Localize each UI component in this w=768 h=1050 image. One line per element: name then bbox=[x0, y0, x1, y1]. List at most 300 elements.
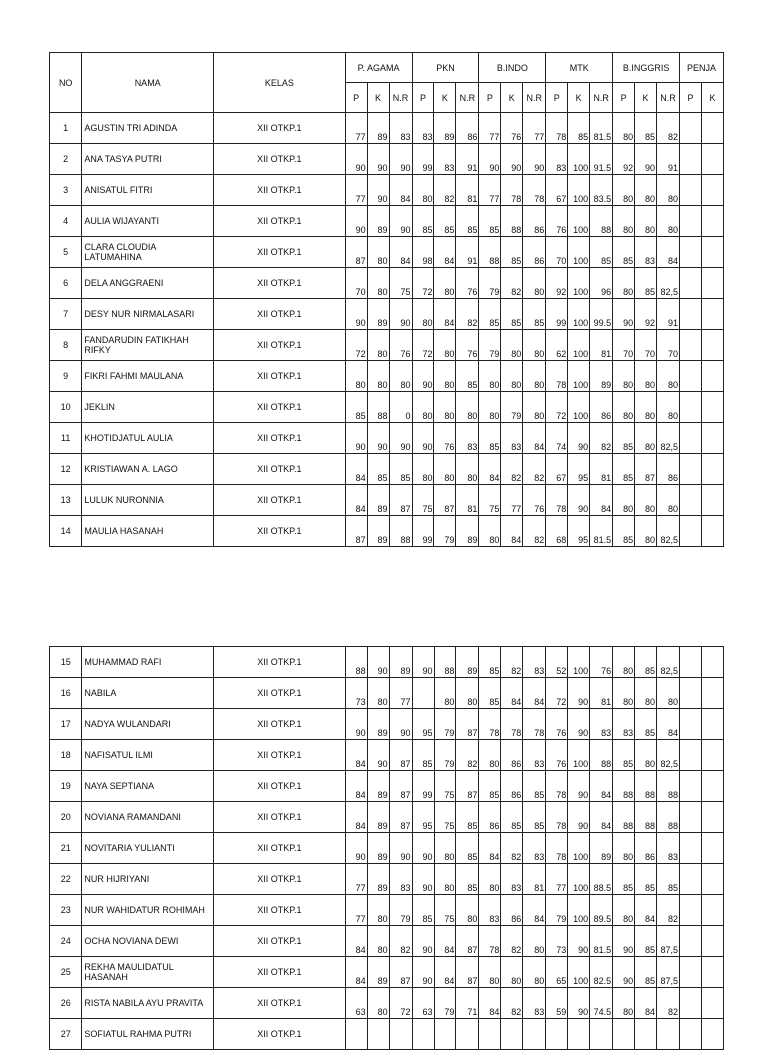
score-cell: 100 bbox=[568, 268, 590, 299]
score-cell: 80 bbox=[501, 330, 523, 361]
score-cell bbox=[680, 454, 702, 485]
score-cell: 75 bbox=[434, 771, 456, 802]
score-cell: 85 bbox=[412, 740, 434, 771]
table-row bbox=[50, 268, 724, 299]
score-cell: 83 bbox=[412, 113, 434, 144]
table-row bbox=[50, 392, 724, 423]
score-cell bbox=[680, 647, 702, 678]
score-cell: 82 bbox=[434, 175, 456, 206]
score-subheader: P bbox=[479, 83, 501, 113]
score-cell: 84 bbox=[434, 957, 456, 988]
score-cell: 86 bbox=[501, 895, 523, 926]
row-number: 27 bbox=[50, 1019, 82, 1050]
score-cell: 84 bbox=[479, 833, 501, 864]
student-name: NADYA WULANDARI bbox=[82, 709, 214, 740]
score-cell: 72 bbox=[546, 392, 568, 423]
score-cell: 100 bbox=[568, 144, 590, 175]
score-cell: 89 bbox=[367, 485, 389, 516]
student-name: SOFIATUL RAHMA PUTRI bbox=[82, 1019, 214, 1050]
student-class: XII OTKP.1 bbox=[214, 113, 346, 144]
score-cell bbox=[701, 647, 723, 678]
score-cell bbox=[680, 678, 702, 709]
score-cell: 82,5 bbox=[657, 268, 680, 299]
score-cell: 80 bbox=[635, 516, 657, 547]
score-cell: 84 bbox=[345, 740, 367, 771]
score-cell: 83 bbox=[389, 864, 412, 895]
score-cell bbox=[701, 988, 723, 1019]
score-cell: 85 bbox=[345, 392, 367, 423]
score-cell: 84 bbox=[434, 299, 456, 330]
row-number: 5 bbox=[50, 237, 82, 268]
score-cell: 88 bbox=[613, 802, 635, 833]
score-cell: 89 bbox=[367, 206, 389, 237]
score-cell: 80 bbox=[456, 392, 479, 423]
score-cell: 88.5 bbox=[590, 864, 613, 895]
score-cell: 98 bbox=[412, 237, 434, 268]
student-name: NAYA SEPTIANA bbox=[82, 771, 214, 802]
student-class: XII OTKP.1 bbox=[214, 802, 346, 833]
score-cell bbox=[680, 802, 702, 833]
score-cell: 80 bbox=[412, 454, 434, 485]
score-cell: 78 bbox=[501, 175, 523, 206]
row-number: 25 bbox=[50, 957, 82, 988]
score-cell: 89 bbox=[590, 833, 613, 864]
student-class: XII OTKP.1 bbox=[214, 330, 346, 361]
score-cell: 79 bbox=[434, 709, 456, 740]
score-cell: 87 bbox=[635, 454, 657, 485]
subject-header: B.INDO bbox=[479, 53, 546, 83]
score-cell: 80 bbox=[434, 268, 456, 299]
score-cell: 88 bbox=[479, 237, 501, 268]
score-cell bbox=[701, 175, 723, 206]
score-cell: 90 bbox=[367, 423, 389, 454]
score-cell: 83 bbox=[590, 709, 613, 740]
score-cell: 87,5 bbox=[657, 957, 680, 988]
score-cell: 92 bbox=[613, 144, 635, 175]
score-cell: 84 bbox=[345, 926, 367, 957]
score-cell: 85 bbox=[635, 113, 657, 144]
score-subheader: K bbox=[635, 83, 657, 113]
score-cell bbox=[701, 740, 723, 771]
score-cell: 80 bbox=[613, 361, 635, 392]
score-cell bbox=[701, 709, 723, 740]
row-number: 16 bbox=[50, 678, 82, 709]
score-cell: 80 bbox=[657, 361, 680, 392]
score-cell bbox=[701, 678, 723, 709]
score-cell: 85 bbox=[635, 709, 657, 740]
score-cell: 100 bbox=[568, 833, 590, 864]
score-cell: 76 bbox=[456, 330, 479, 361]
subject-header: B.INGGRIS bbox=[613, 53, 680, 83]
score-cell: 77 bbox=[345, 175, 367, 206]
score-cell: 78 bbox=[546, 485, 568, 516]
score-cell bbox=[613, 1019, 635, 1050]
score-cell: 80 bbox=[635, 361, 657, 392]
score-cell bbox=[701, 833, 723, 864]
score-cell: 75 bbox=[389, 268, 412, 299]
score-cell: 87 bbox=[345, 237, 367, 268]
student-name: LULUK NURONNIA bbox=[82, 485, 214, 516]
score-cell: 90 bbox=[389, 206, 412, 237]
score-cell bbox=[412, 678, 434, 709]
score-cell: 80 bbox=[367, 268, 389, 299]
score-cell: 89 bbox=[590, 361, 613, 392]
score-cell: 77 bbox=[479, 113, 501, 144]
score-cell: 84 bbox=[434, 237, 456, 268]
score-cell: 90 bbox=[367, 647, 389, 678]
score-cell: 89 bbox=[367, 833, 389, 864]
score-cell bbox=[367, 1019, 389, 1050]
score-cell: 67 bbox=[546, 175, 568, 206]
student-name: DELA ANGGRAENI bbox=[82, 268, 214, 299]
student-class: XII OTKP.1 bbox=[214, 678, 346, 709]
student-name: ANA TASYA PUTRI bbox=[82, 144, 214, 175]
score-cell: 80 bbox=[523, 392, 546, 423]
score-cell bbox=[701, 1019, 723, 1050]
score-cell: 84 bbox=[523, 678, 546, 709]
score-subheader: K bbox=[568, 83, 590, 113]
score-cell: 83 bbox=[501, 423, 523, 454]
row-number: 12 bbox=[50, 454, 82, 485]
score-cell: 95 bbox=[412, 709, 434, 740]
score-cell: 82 bbox=[389, 926, 412, 957]
student-class: XII OTKP.1 bbox=[214, 237, 346, 268]
score-cell: 77 bbox=[345, 113, 367, 144]
score-cell: 84 bbox=[657, 709, 680, 740]
row-number: 15 bbox=[50, 647, 82, 678]
score-cell bbox=[523, 1019, 546, 1050]
score-cell: 89 bbox=[367, 771, 389, 802]
student-name: KHOTIDJATUL AULIA bbox=[82, 423, 214, 454]
score-cell: 76 bbox=[434, 423, 456, 454]
score-cell bbox=[680, 175, 702, 206]
student-class: XII OTKP.1 bbox=[214, 423, 346, 454]
table-row bbox=[50, 330, 724, 361]
score-cell: 90 bbox=[568, 988, 590, 1019]
score-cell: 88 bbox=[635, 802, 657, 833]
score-cell: 89 bbox=[456, 647, 479, 678]
score-cell: 95 bbox=[412, 802, 434, 833]
score-cell: 80 bbox=[523, 268, 546, 299]
score-cell: 84 bbox=[389, 175, 412, 206]
score-cell bbox=[701, 113, 723, 144]
score-cell: 100 bbox=[568, 864, 590, 895]
score-cell: 87 bbox=[434, 485, 456, 516]
score-cell: 86 bbox=[501, 771, 523, 802]
score-cell: 85 bbox=[635, 957, 657, 988]
score-cell: 86 bbox=[635, 833, 657, 864]
student-class: XII OTKP.1 bbox=[214, 957, 346, 988]
score-cell: 80 bbox=[434, 361, 456, 392]
score-cell bbox=[479, 1019, 501, 1050]
score-cell: 85 bbox=[367, 454, 389, 485]
table-row bbox=[50, 299, 724, 330]
score-cell: 82 bbox=[523, 454, 546, 485]
grade-table-page-2 bbox=[49, 646, 704, 1050]
table-row bbox=[50, 988, 724, 1019]
table-row bbox=[50, 454, 724, 485]
score-cell: 80 bbox=[434, 330, 456, 361]
score-cell: 88 bbox=[657, 802, 680, 833]
score-cell: 72 bbox=[389, 988, 412, 1019]
score-cell: 88 bbox=[367, 392, 389, 423]
score-cell: 72 bbox=[412, 268, 434, 299]
score-cell: 80 bbox=[367, 988, 389, 1019]
score-cell bbox=[680, 740, 702, 771]
subject-header: PKN bbox=[412, 53, 479, 83]
row-number: 13 bbox=[50, 485, 82, 516]
score-cell: 80 bbox=[434, 864, 456, 895]
student-class: XII OTKP.1 bbox=[214, 206, 346, 237]
table-row bbox=[50, 361, 724, 392]
score-cell: 90 bbox=[568, 423, 590, 454]
score-cell: 85 bbox=[523, 802, 546, 833]
score-cell bbox=[701, 268, 723, 299]
student-name: JEKLIN bbox=[82, 392, 214, 423]
score-subheader: N.R bbox=[456, 83, 479, 113]
score-cell: 78 bbox=[501, 709, 523, 740]
row-number: 23 bbox=[50, 895, 82, 926]
score-cell: 77 bbox=[345, 864, 367, 895]
score-cell: 80 bbox=[635, 423, 657, 454]
score-cell: 87 bbox=[345, 516, 367, 547]
score-cell: 76 bbox=[523, 485, 546, 516]
score-cell bbox=[456, 1019, 479, 1050]
score-cell: 84 bbox=[590, 485, 613, 516]
score-subheader: K bbox=[434, 83, 456, 113]
student-name: ANISATUL FITRI bbox=[82, 175, 214, 206]
score-cell: 77 bbox=[345, 895, 367, 926]
score-cell: 87 bbox=[389, 485, 412, 516]
score-cell bbox=[680, 423, 702, 454]
student-class: XII OTKP.1 bbox=[214, 895, 346, 926]
score-cell: 80 bbox=[434, 392, 456, 423]
score-cell: 80 bbox=[367, 330, 389, 361]
score-cell: 87 bbox=[389, 771, 412, 802]
score-cell: 76 bbox=[456, 268, 479, 299]
score-cell: 82 bbox=[657, 895, 680, 926]
row-number: 1 bbox=[50, 113, 82, 144]
score-cell: 88 bbox=[657, 771, 680, 802]
score-cell bbox=[434, 1019, 456, 1050]
score-cell: 89 bbox=[367, 864, 389, 895]
row-number: 11 bbox=[50, 423, 82, 454]
score-cell: 99 bbox=[412, 144, 434, 175]
score-cell: 80 bbox=[523, 361, 546, 392]
score-subheader: N.R bbox=[590, 83, 613, 113]
score-cell bbox=[701, 516, 723, 547]
score-cell: 84 bbox=[345, 771, 367, 802]
score-cell bbox=[568, 1019, 590, 1050]
row-number: 18 bbox=[50, 740, 82, 771]
score-cell: 80 bbox=[657, 206, 680, 237]
score-cell: 90 bbox=[389, 709, 412, 740]
score-cell: 90 bbox=[568, 709, 590, 740]
score-cell: 75 bbox=[434, 895, 456, 926]
score-cell: 85 bbox=[501, 802, 523, 833]
score-cell: 80 bbox=[523, 957, 546, 988]
score-cell: 75 bbox=[412, 485, 434, 516]
score-cell: 86 bbox=[501, 740, 523, 771]
score-cell: 72 bbox=[546, 678, 568, 709]
score-cell: 79 bbox=[501, 392, 523, 423]
score-cell: 90 bbox=[389, 144, 412, 175]
score-cell: 85 bbox=[635, 864, 657, 895]
score-cell: 83 bbox=[479, 895, 501, 926]
row-number: 21 bbox=[50, 833, 82, 864]
score-cell: 83 bbox=[456, 423, 479, 454]
score-cell: 85 bbox=[635, 268, 657, 299]
score-cell: 84 bbox=[523, 423, 546, 454]
grade-table bbox=[49, 52, 724, 547]
score-cell: 80 bbox=[367, 361, 389, 392]
score-cell bbox=[546, 1019, 568, 1050]
score-cell: 100 bbox=[568, 237, 590, 268]
score-cell: 85 bbox=[479, 423, 501, 454]
student-class: XII OTKP.1 bbox=[214, 361, 346, 392]
table-row bbox=[50, 802, 724, 833]
student-name: CLARA CLOUDIA LATUMAHINA bbox=[82, 237, 214, 268]
score-cell: 89 bbox=[367, 516, 389, 547]
score-cell bbox=[701, 485, 723, 516]
score-cell: 70 bbox=[613, 330, 635, 361]
score-cell: 99 bbox=[412, 516, 434, 547]
score-cell: 63 bbox=[345, 988, 367, 1019]
score-cell: 80 bbox=[456, 895, 479, 926]
score-cell: 85 bbox=[613, 454, 635, 485]
score-cell: 79 bbox=[434, 740, 456, 771]
score-cell: 85 bbox=[456, 206, 479, 237]
score-cell: 80 bbox=[635, 206, 657, 237]
score-cell: 73 bbox=[546, 926, 568, 957]
score-cell: 79 bbox=[546, 895, 568, 926]
score-cell: 82 bbox=[501, 454, 523, 485]
score-subheader: N.R bbox=[389, 83, 412, 113]
score-cell: 81.5 bbox=[590, 926, 613, 957]
score-cell: 85 bbox=[456, 802, 479, 833]
score-cell: 0 bbox=[389, 392, 412, 423]
score-cell: 90 bbox=[389, 423, 412, 454]
score-cell bbox=[680, 237, 702, 268]
score-cell: 82,5 bbox=[657, 516, 680, 547]
table-row bbox=[50, 864, 724, 895]
score-cell: 80 bbox=[501, 361, 523, 392]
score-cell: 87 bbox=[456, 957, 479, 988]
score-cell: 91 bbox=[657, 144, 680, 175]
student-name: REKHA MAULIDATUL HASANAH bbox=[82, 957, 214, 988]
score-cell: 82 bbox=[456, 299, 479, 330]
score-cell: 76 bbox=[501, 113, 523, 144]
row-number: 24 bbox=[50, 926, 82, 957]
score-cell: 83 bbox=[434, 144, 456, 175]
row-number: 19 bbox=[50, 771, 82, 802]
table-row bbox=[50, 516, 724, 547]
score-cell: 85 bbox=[501, 237, 523, 268]
score-cell: 88 bbox=[590, 740, 613, 771]
score-cell bbox=[701, 361, 723, 392]
score-cell: 87 bbox=[456, 709, 479, 740]
score-cell: 78 bbox=[523, 175, 546, 206]
score-cell: 90 bbox=[613, 299, 635, 330]
row-number: 4 bbox=[50, 206, 82, 237]
score-cell: 82 bbox=[501, 926, 523, 957]
score-cell bbox=[680, 330, 702, 361]
table-row bbox=[50, 833, 724, 864]
table-row bbox=[50, 1019, 724, 1050]
score-cell bbox=[501, 1019, 523, 1050]
score-cell: 99.5 bbox=[590, 299, 613, 330]
score-cell: 85 bbox=[479, 678, 501, 709]
grade-table bbox=[49, 646, 724, 1050]
score-cell: 87 bbox=[456, 926, 479, 957]
row-number: 6 bbox=[50, 268, 82, 299]
score-cell: 80 bbox=[613, 485, 635, 516]
score-cell bbox=[701, 299, 723, 330]
score-cell: 82 bbox=[523, 516, 546, 547]
student-class: XII OTKP.1 bbox=[214, 926, 346, 957]
score-cell: 80 bbox=[367, 926, 389, 957]
score-cell: 80 bbox=[456, 678, 479, 709]
score-cell: 80 bbox=[479, 392, 501, 423]
score-cell: 80 bbox=[479, 740, 501, 771]
student-name: NABILA bbox=[82, 678, 214, 709]
score-cell: 99 bbox=[546, 299, 568, 330]
score-cell: 88 bbox=[434, 647, 456, 678]
score-cell bbox=[701, 237, 723, 268]
table-row bbox=[50, 237, 724, 268]
score-cell: 85 bbox=[613, 516, 635, 547]
score-cell: 90 bbox=[412, 833, 434, 864]
score-cell bbox=[701, 802, 723, 833]
score-cell: 80 bbox=[635, 175, 657, 206]
score-cell: 70 bbox=[657, 330, 680, 361]
score-cell: 88 bbox=[613, 771, 635, 802]
row-number: 7 bbox=[50, 299, 82, 330]
score-cell: 89 bbox=[367, 802, 389, 833]
score-cell: 82 bbox=[456, 740, 479, 771]
score-cell: 79 bbox=[479, 268, 501, 299]
score-cell bbox=[680, 516, 702, 547]
table-row bbox=[50, 206, 724, 237]
student-name: OCHA NOVIANA DEWI bbox=[82, 926, 214, 957]
score-cell bbox=[701, 926, 723, 957]
score-cell: 83.5 bbox=[590, 175, 613, 206]
score-cell: 90 bbox=[412, 926, 434, 957]
score-cell: 85 bbox=[479, 206, 501, 237]
score-cell: 88 bbox=[345, 647, 367, 678]
score-cell: 89 bbox=[367, 299, 389, 330]
score-cell: 80 bbox=[613, 678, 635, 709]
score-cell: 81 bbox=[590, 330, 613, 361]
student-name: NAFISATUL ILMI bbox=[82, 740, 214, 771]
score-cell bbox=[345, 1019, 367, 1050]
score-cell: 84 bbox=[657, 237, 680, 268]
score-cell: 90 bbox=[412, 423, 434, 454]
score-cell: 79 bbox=[434, 988, 456, 1019]
score-cell: 59 bbox=[546, 988, 568, 1019]
score-cell: 85 bbox=[434, 206, 456, 237]
score-cell: 90 bbox=[523, 144, 546, 175]
score-subheader: K bbox=[367, 83, 389, 113]
score-cell: 84 bbox=[523, 895, 546, 926]
score-cell bbox=[680, 771, 702, 802]
score-cell bbox=[635, 1019, 657, 1050]
score-cell: 78 bbox=[546, 771, 568, 802]
score-cell: 85 bbox=[523, 771, 546, 802]
score-cell: 100 bbox=[568, 740, 590, 771]
score-cell: 80 bbox=[367, 678, 389, 709]
score-cell: 81.5 bbox=[590, 113, 613, 144]
